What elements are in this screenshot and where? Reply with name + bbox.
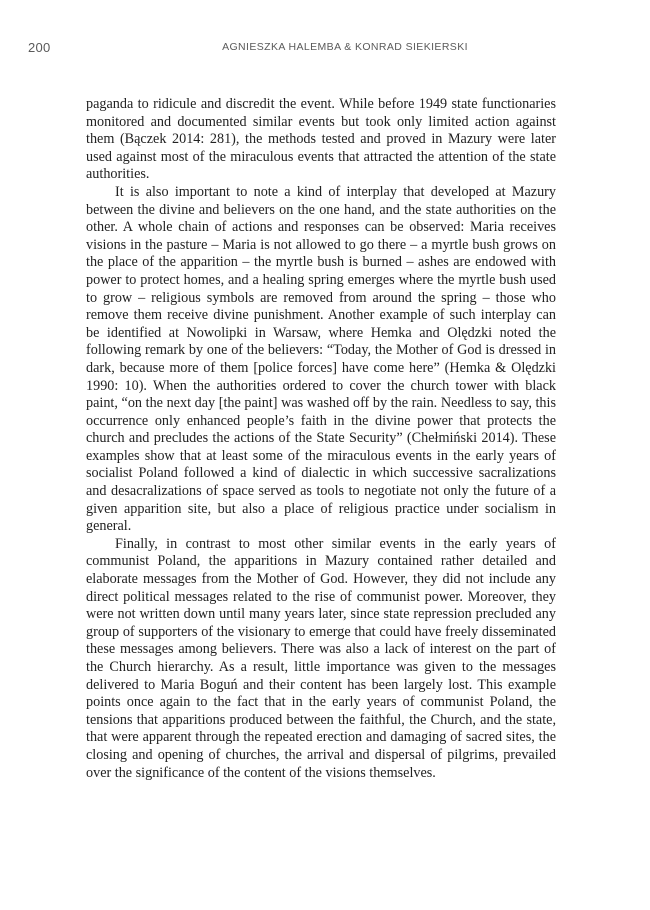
running-head: AGNIESZKA HALEMBA & KONRAD SIEKIERSKI <box>222 41 468 53</box>
page-header <box>28 40 622 60</box>
body-text <box>86 96 556 782</box>
paragraph: It is also important to note a kind of interplay that developed at Mazury between the divine and believers on the one hand, and the state authorities on the other. A whole chain of actions and responses can be observed: Maria receives visions in the pasture – Maria is not allowed to go there – a myrtle bush grows on the place of the apparition – the myrtle bush is burned – ashes are endowed with power to protect homes, and a healing spring emerges where the myrtle bush used to grow – religious symbols are removed from around the spring – those who remove them receive divine punishment. Another example of such interplay can be identified at Nowolipki in Warsaw, where Hemka and Olędzki noted the following remark by one of the believers: “Today, the Mother of God is dressed in dark, because more of them [police forces] have come here” (Hemka & Olędzki 1990: 10). When the authorities ordered to cover the church tower with black paint, “on the next day [the paint] was washed off by the rain. Needless to say, this occurrence only enhanced people’s faith in the divine power that protects the church and precludes the actions of the State Security” (Chełmiński 2014). These examples show that at least some of the miraculous events in the early years of socialist Poland followed a kind of dialectic in which successive sacralizations and desacralizations of space served as tools to negotiate not only the future of a given apparition site, but also a place of religious practice under socialism in general. <box>86 183 556 535</box>
paragraph: Finally, in contrast to most other similar events in the early years of communist Poland, the apparitions in Mazury contained rather detailed and elaborate messages from the Mother of God. However, they did not include any direct political messages related to the rise of communist power. Moreover, they were not written down until many years later, since state repression precluded any group of supporters of the visionary to emerge that could have freely disseminated these messages among believers. There was also a lack of interest on the part of the Church hierarchy. As a result, little importance was given to the messages delivered to Maria Boguń and their content has been largely lost. This example points once again to the fact that in the early years of communist Poland, the tensions that apparitions produced between the faithful, the Church, and the state, that were apparent through the repeated erection and damaging of sacred sites, the closing and opening of churches, the arrival and dispersal of pilgrims, prevailed over the significance of the content of the visions themselves. <box>86 535 556 781</box>
paragraph: paganda to ridicule and discredit the event. While before 1949 state functionaries monitored and documented similar events but took only limited action against them (Bączek 2014: 281), the methods tested and proved in Mazury were later used against most of the miraculous events that attracted the attention of the state authorities. <box>86 96 556 183</box>
page-number: 200 <box>28 40 51 55</box>
